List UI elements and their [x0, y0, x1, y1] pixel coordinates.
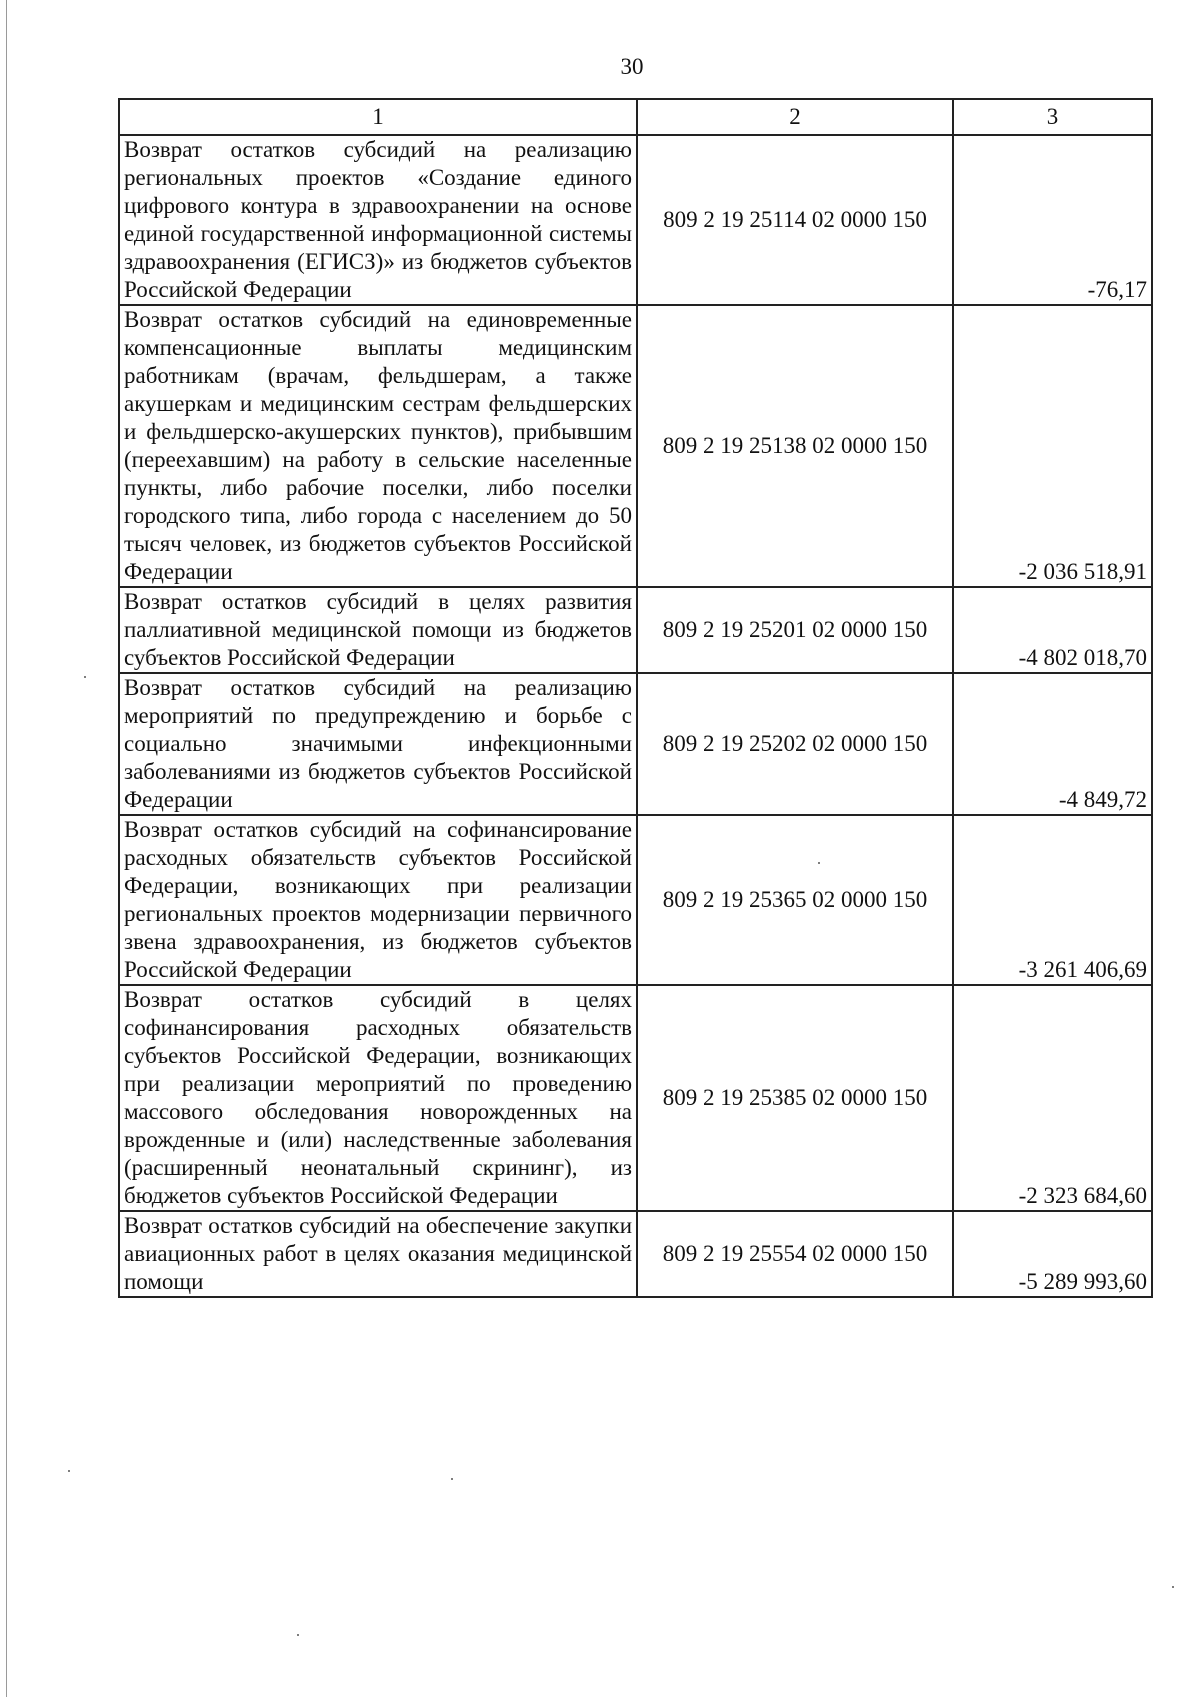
row-name: Возврат остатков субсидий на единовременные компенсационные выплаты медицинским работникам (врачам, фельдшерам, а также акушеркам и медицинским сестрам фельдшерских и фельдшерско-акушерских пунктов), прибывшим (переехавшим) на работу в сельские населенные пункты, либо рабочие поселки, либо поселки городского типа, либо города с населением до 50 тысяч человек, из бюджетов субъектов Российской Федерации — [119, 305, 637, 587]
table-row — [119, 985, 1152, 1211]
table-row — [119, 673, 1152, 815]
row-code: 809 2 19 25201 02 0000 150 — [637, 587, 953, 673]
page-number: 30 — [620, 54, 644, 79]
row-amount: -2 323 684,60 — [953, 985, 1152, 1211]
row-amount: -5 289 993,60 — [953, 1211, 1152, 1297]
scan-speck — [297, 1634, 299, 1636]
row-amount: -3 261 406,69 — [953, 815, 1152, 985]
header-column-3: 3 — [953, 99, 1152, 135]
scan-speck — [818, 862, 820, 864]
row-name: Возврат остатков субсидий в целях софинансирования расходных обязательств субъектов Российской Федерации, возникающих при реализации мероприятий по проведению массового обследования новорожденных на врожденные и (или) наследственные заболевания (расширенный неонатальный скрининг), из бюджетов субъектов Российской Федерации — [119, 985, 637, 1211]
row-amount: -4 849,72 — [953, 673, 1152, 815]
scan-speck — [84, 676, 86, 678]
table-row — [119, 135, 1152, 305]
row-name: Возврат остатков субсидий на реализацию мероприятий по предупреждению и борьбе с социально значимыми инфекционными заболеваниями из бюджетов субъектов Российской Федерации — [119, 673, 637, 815]
table-row — [119, 305, 1152, 587]
row-name: Возврат остатков субсидий на софинансирование расходных обязательств субъектов Российской Федерации, возникающих при реализации региональных проектов модернизации первичного звена здравоохранения, из бюджетов субъектов Российской Федерации — [119, 815, 637, 985]
scan-speck — [68, 1470, 70, 1472]
row-amount: -2 036 518,91 — [953, 305, 1152, 587]
scan-left-edge-line — [6, 0, 7, 1697]
header-column-1: 1 — [119, 99, 637, 135]
budget-return-table — [118, 98, 1153, 1298]
row-code: 809 2 19 25114 02 0000 150 — [637, 135, 953, 305]
scan-speck — [1172, 1586, 1174, 1588]
row-name: Возврат остатков субсидий в целях развития паллиативной медицинской помощи из бюджетов субъектов Российской Федерации — [119, 587, 637, 673]
row-name: Возврат остатков субсидий на обеспечение закупки авиационных работ в целях оказания медицинской помощи — [119, 1211, 637, 1297]
row-code: 809 2 19 25202 02 0000 150 — [637, 673, 953, 815]
table-header-row — [119, 99, 1152, 135]
row-amount: -76,17 — [953, 135, 1152, 305]
table-row — [119, 587, 1152, 673]
table-row — [119, 815, 1152, 985]
row-code: 809 2 19 25385 02 0000 150 — [637, 985, 953, 1211]
row-code: 809 2 19 25138 02 0000 150 — [637, 305, 953, 587]
row-code: 809 2 19 25554 02 0000 150 — [637, 1211, 953, 1297]
row-code: 809 2 19 25365 02 0000 150 — [637, 815, 953, 985]
row-name: Возврат остатков субсидий на реализацию региональных проектов «Создание единого цифрового контура в здравоохранении на основе единой государственной информационной системы здравоохранения (ЕГИСЗ)» из бюджетов субъектов Российской Федерации — [119, 135, 637, 305]
header-column-2: 2 — [637, 99, 953, 135]
scan-speck — [451, 1478, 453, 1480]
table-row — [119, 1211, 1152, 1297]
row-amount: -4 802 018,70 — [953, 587, 1152, 673]
